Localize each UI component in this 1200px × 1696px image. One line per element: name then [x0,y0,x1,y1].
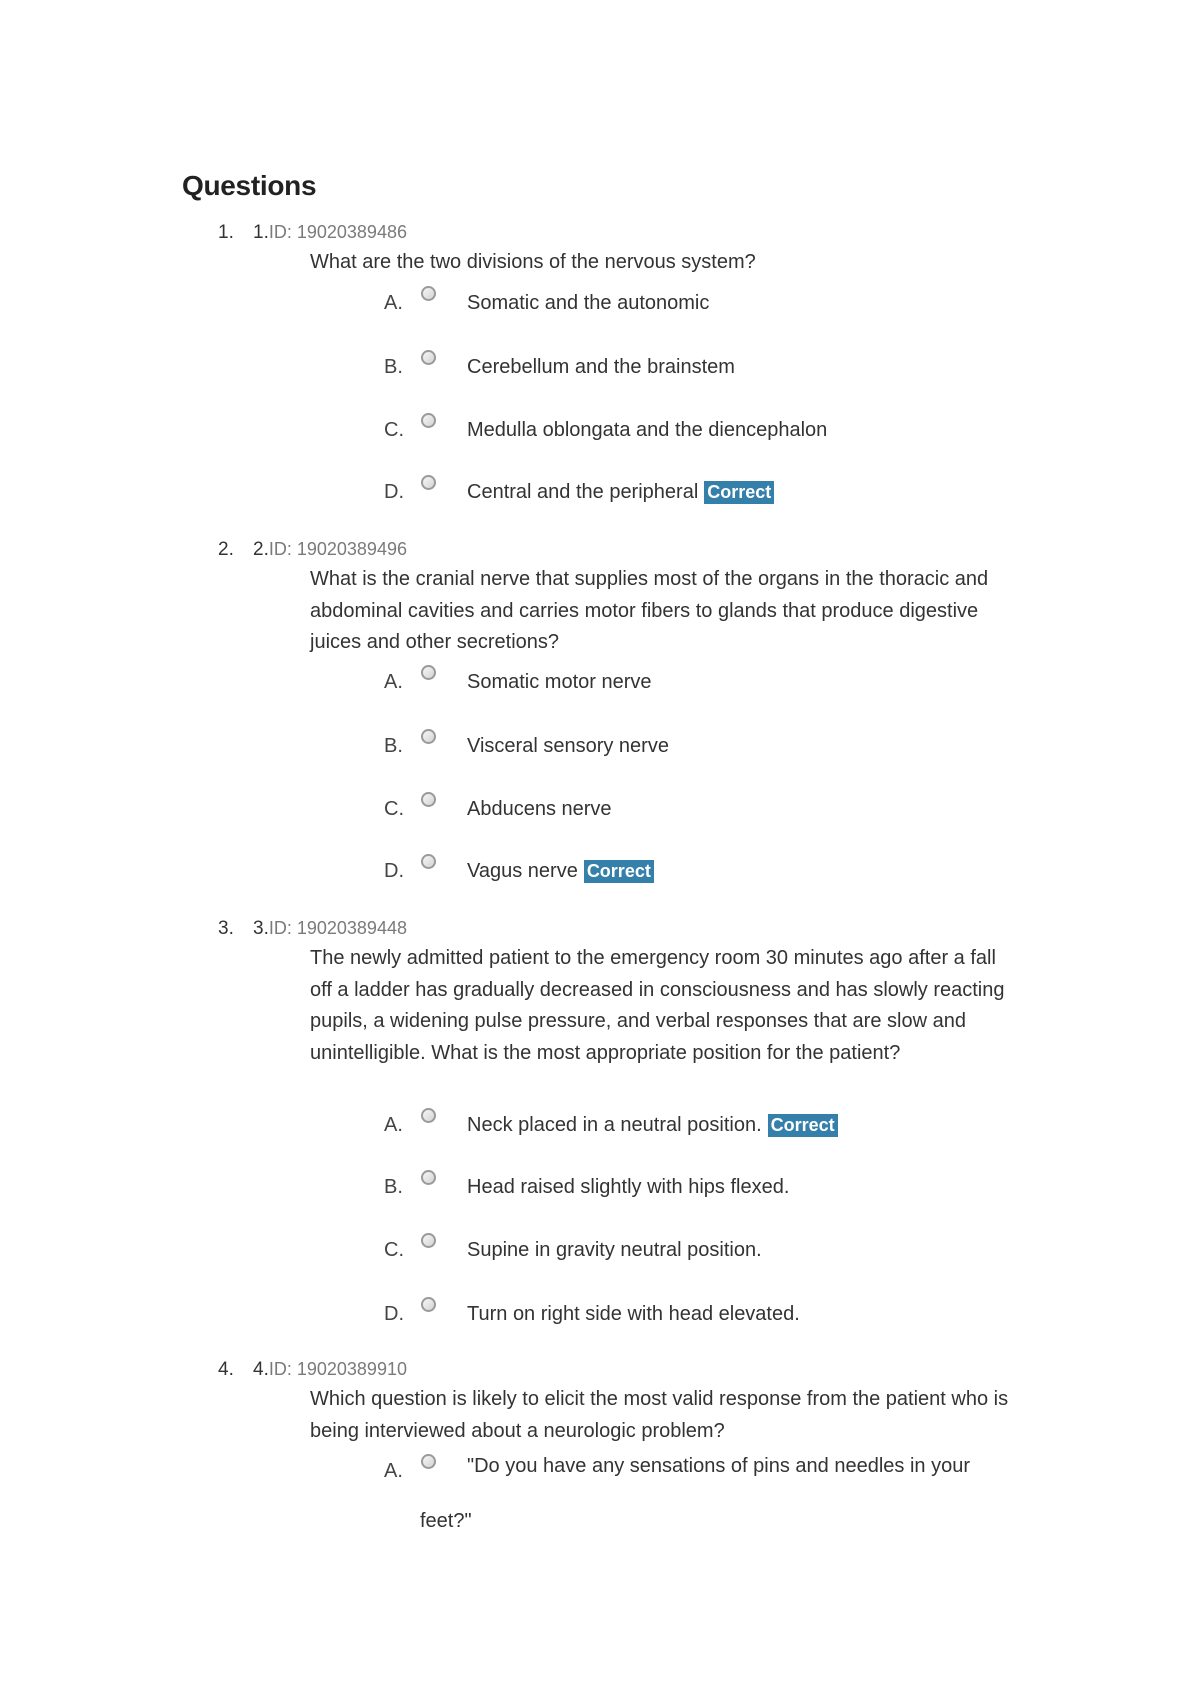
option-letter: A. [384,292,403,314]
option-text [467,1114,838,1137]
question-id-line [253,1359,407,1381]
answer-radio[interactable] [421,792,436,807]
question-id: ID: 19020389448 [268,918,407,938]
option-text [467,860,654,883]
question-id: ID: 19020389910 [268,1359,407,1379]
option-letter: C. [384,1239,404,1261]
option-label: Medulla oblongata and the diencephalon [467,419,828,441]
answer-radio[interactable] [421,350,436,365]
answer-radio[interactable] [421,286,436,301]
option-label: Abducens nerve [467,798,612,820]
question-number: 4. [253,1359,269,1380]
answer-radio[interactable] [421,729,436,744]
option-letter: B. [384,356,403,378]
option-letter: D. [384,860,404,882]
question-text: Which question is likely to elicit the most valid response from the patient who is being interviewed about a neurologic problem? [310,1388,1009,1442]
option-text [467,419,827,442]
option-text [420,1439,1020,1549]
option-label: Turn on right side with head elevated. [467,1303,800,1325]
option-label: Visceral sensory nerve [467,735,669,757]
correct-badge: Correct [584,860,654,883]
option-label: Cerebellum and the brainstem [467,356,735,378]
question-list-number: 1. [218,222,234,243]
option-label: Somatic and the autonomic [467,292,710,314]
question-text: The newly admitted patient to the emergency room 30 minutes ago after a fall off a ladder has gradually decreased in consciousness and has slowly reacting pupils, a widening pulse pressure, and verbal responses that are slow and unintelligible. What is the most appropriate position for the patient? [310,947,1005,1064]
answer-radio[interactable] [421,1108,436,1123]
option-text [467,292,709,315]
question-text: What is the cranial nerve that supplies most of the organs in the thoracic and abdominal cavities and carries motor fibers to glands that produce digestive juices and other secretions? [310,568,989,654]
page-title: Questions [182,170,317,201]
question-id-line [253,539,407,561]
option-label: Central and the peripheral [467,481,699,503]
option-letter: D. [384,481,404,503]
correct-badge: Correct [704,481,774,504]
question-id-line [253,918,407,940]
option-text [467,1303,800,1326]
option-label: Neck placed in a neutral position. [467,1114,762,1136]
option-text [467,1239,762,1262]
option-text [467,798,612,821]
question-list-number: 3. [218,918,234,939]
option-letter: C. [384,798,404,820]
answer-radio[interactable] [421,665,436,680]
question-id-line [253,222,407,244]
question-id: ID: 19020389496 [268,539,407,559]
option-text [467,356,735,379]
question-number: 1. [253,222,269,243]
question-number: 3. [253,918,269,939]
option-text [467,1176,789,1199]
answer-radio[interactable] [421,1297,436,1312]
correct-badge: Correct [768,1114,838,1137]
option-text [467,481,774,504]
option-letter: A. [384,671,403,693]
option-letter: B. [384,735,403,757]
option-label: Somatic motor nerve [467,671,652,693]
option-letter: A. [384,1460,403,1482]
question-text: What are the two divisions of the nervous system? [310,251,756,273]
question-id: ID: 19020389486 [268,222,407,242]
option-label: Head raised slightly with hips flexed. [467,1176,790,1198]
option-letter: C. [384,419,404,441]
question-number: 2. [253,539,269,560]
option-label: "Do you have any sensations of pins and needles in your feet?" [420,1455,970,1532]
option-letter: A. [384,1114,403,1136]
option-label: Vagus nerve [467,860,578,882]
option-label: Supine in gravity neutral position. [467,1239,762,1261]
option-text [467,735,669,758]
option-text [467,671,652,694]
option-letter: B. [384,1176,403,1198]
option-letter: D. [384,1303,404,1325]
answer-radio[interactable] [421,854,436,869]
answer-radio[interactable] [421,1233,436,1248]
answer-radio[interactable] [421,1170,436,1185]
question-list-number: 2. [218,539,234,560]
answer-radio[interactable] [421,475,436,490]
question-list-number: 4. [218,1359,234,1380]
answer-radio[interactable] [421,413,436,428]
